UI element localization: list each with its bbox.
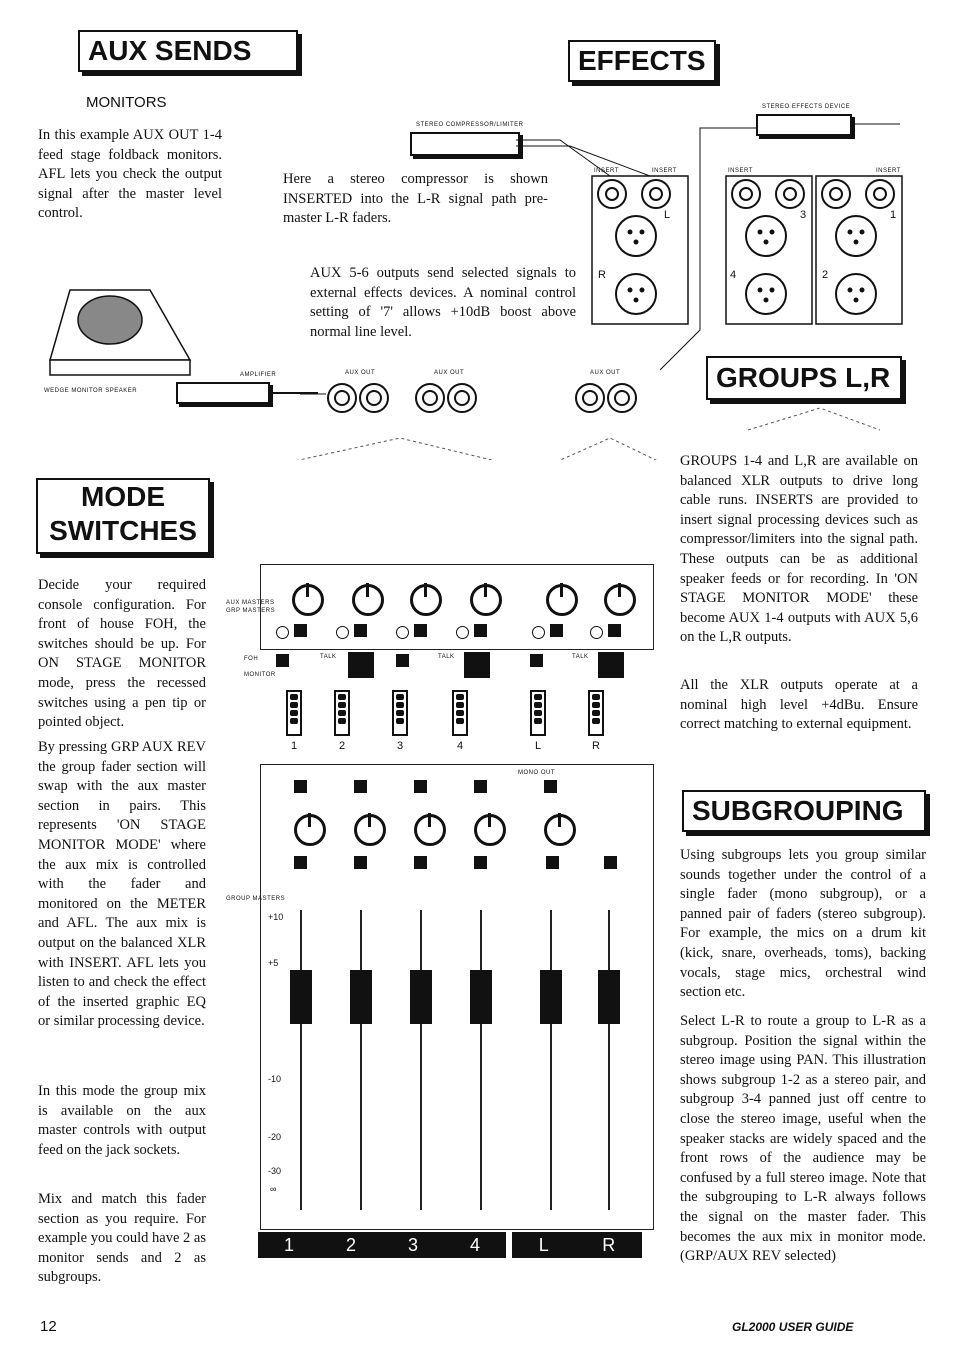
fader-track-3 [420, 910, 422, 1210]
lr-route-button-3[interactable] [414, 780, 427, 793]
aux-afl-led-3 [396, 626, 409, 639]
fader-1[interactable] [290, 970, 312, 1024]
subgrouping-text-1: Using subgroups lets you group similar sounds together under the control of a single fader (mono subgroup), or a panned pair of faders (stereo subgroup). For example, the mics on a drum kit (kick, snare, overheads, toms), backing vocals, stage mics, orchestral wind section etc. [680, 847, 926, 1001]
aux-afl-led-5 [532, 626, 545, 639]
lr-route-button-2[interactable] [354, 780, 367, 793]
mode-heading-line1: MODE [81, 481, 165, 512]
aux-afl-button-1[interactable] [294, 624, 307, 637]
talk-label-2: TALK [438, 654, 455, 660]
mode-text-2: By pressing GRP AUX REV the group fader section will swap with the aux master section in pairs. This represents 'ON STAGE MONITOR MODE' where the aux mix is controlled with the fader and monitored on the METER and AFL. The aux mix is output on the balanced XLR with INSERT. AFL lets you listen to and check the effect of the inserted graphic EQ or similar processing device. [38, 739, 206, 1030]
scale-plus5: +5 [268, 958, 279, 968]
aux-afl-button-6[interactable] [608, 624, 621, 637]
pan-knob-2[interactable] [354, 814, 386, 846]
groups-text-2: All the XLR outputs operate at a nominal high level +4dBu. Ensure correct matching to external equipment. [680, 677, 918, 733]
grp-rev-switch-3[interactable] [530, 654, 543, 667]
aux-afl-led-2 [336, 626, 349, 639]
svg-text:1: 1 [890, 209, 897, 221]
scale-minus20: -20 [268, 1132, 282, 1142]
mono-out-button[interactable] [544, 780, 557, 793]
aux-afl-button-4[interactable] [474, 624, 487, 637]
group-afl-button-1[interactable] [294, 856, 307, 869]
lr-route-button-4[interactable] [474, 780, 487, 793]
guide-title: GL2000 USER GUIDE [732, 1320, 854, 1334]
fader-track-4 [480, 910, 482, 1210]
stereo-effects-label: STEREO EFFECTS DEVICE [762, 104, 851, 110]
pan-knob-3[interactable] [414, 814, 446, 846]
aux-afl-button-5[interactable] [550, 624, 563, 637]
fader-4[interactable] [470, 970, 492, 1024]
fader-track-1 [300, 910, 302, 1210]
aux-out-label-3: AUX OUT [590, 370, 621, 376]
group-afl-button-2[interactable] [354, 856, 367, 869]
insert-label-2: INSERT [652, 168, 677, 174]
aux-afl-led-6 [590, 626, 603, 639]
aux-afl-led-4 [456, 626, 469, 639]
svg-text:R: R [598, 269, 606, 281]
aux-knob-1[interactable] [292, 584, 324, 616]
meter-num-6: R [592, 740, 600, 752]
fader-3[interactable] [410, 970, 432, 1024]
fader-track-5 [550, 910, 552, 1210]
group-afl-button-4[interactable] [474, 856, 487, 869]
aux-afl-button-2[interactable] [354, 624, 367, 637]
aux-afl-button-3[interactable] [414, 624, 427, 637]
meter-6 [588, 690, 604, 736]
talk-button-1[interactable] [348, 652, 374, 678]
grp-rev-switch-1[interactable] [276, 654, 289, 667]
mode-text-1: Decide your required console configuration. For front of house FOH, the switches should be up. For ON STAGE MONITOR mode, press the recessed switches using a pen tip or pointed object. [38, 577, 206, 731]
scale-inf: ∞ [270, 1184, 277, 1194]
lr-route-button-1[interactable] [294, 780, 307, 793]
group-masters-label: GROUP MASTERS [226, 896, 286, 902]
groups-text-1: GROUPS 1-4 and L,R are available on balanced XLR outputs to drive long cable runs. INSERTS are provided to insert signal processing devices such as compressor/limiters into the signal path. These outputs can be as additional speaker feeds or for recording. In 'ON STAGE MONITOR MODE' these become AUX 1-4 outputs with AUX 5,6 on the L,R outputs. [680, 453, 918, 646]
mode-text-4: Mix and match this fader section as you require. For example you could have 2 as monitor sends and 2 as subgroups. [38, 1191, 206, 1286]
aux-knob-2[interactable] [352, 584, 384, 616]
aux-knob-4[interactable] [470, 584, 502, 616]
insert-label-3: INSERT [728, 168, 753, 174]
meter-3 [392, 690, 408, 736]
fader-track-2 [360, 910, 362, 1210]
grp-masters-label: GRP MASTERS [226, 608, 276, 614]
svg-text:3: 3 [800, 209, 807, 221]
svg-text:2: 2 [822, 269, 829, 281]
mode-switches-heading [36, 478, 210, 554]
page-number: 12 [40, 1318, 57, 1335]
subgrouping-heading: SUBGROUPING [682, 790, 926, 832]
svg-text:L: L [664, 209, 671, 221]
pan-knob-1[interactable] [294, 814, 326, 846]
aux-sends-text: In this example AUX OUT 1-4 feed stage foldback monitors. AFL lets you check the output signal after the master level control. [38, 127, 222, 222]
scale-minus30: -30 [268, 1166, 282, 1176]
strip-label-2: 2 [345, 1234, 356, 1255]
aux-masters-label: AUX MASTERS [226, 600, 275, 606]
grp-rev-switch-2[interactable] [396, 654, 409, 667]
effects-text-1: Here a stereo compressor is shown INSERTED into the L-R signal path pre-master L-R faders. [283, 171, 548, 227]
talk-label-1: TALK [320, 654, 337, 660]
talk-label-3: TALK [572, 654, 589, 660]
group-afl-button-6[interactable] [604, 856, 617, 869]
aux-out-label-1: AUX OUT [345, 370, 376, 376]
meter-4 [452, 690, 468, 736]
connection-lines [0, 0, 954, 460]
aux-afl-led-1 [276, 626, 289, 639]
strip-label-r: R [602, 1234, 616, 1255]
group-afl-button-3[interactable] [414, 856, 427, 869]
insert-label-4: INSERT [876, 168, 901, 174]
wedge-label: WEDGE MONITOR SPEAKER [44, 388, 138, 394]
meter-num-1: 1 [290, 740, 298, 752]
meter-2 [334, 690, 350, 736]
stereo-compressor-label: STEREO COMPRESSOR/LIMITER [416, 122, 524, 128]
talk-button-3[interactable] [598, 652, 624, 678]
mono-out-label: MONO OUT [518, 770, 555, 776]
meter-num-3: 3 [396, 740, 404, 752]
master-label-strip [512, 1232, 642, 1258]
mode-heading-line2: SWITCHES [49, 515, 197, 546]
monitors-label: MONITORS [86, 94, 167, 111]
aux-knob-5[interactable] [546, 584, 578, 616]
fader-5[interactable] [540, 970, 562, 1024]
meter-num-4: 4 [456, 740, 464, 752]
group-label-strip [258, 1232, 506, 1258]
pan-knob-4[interactable] [474, 814, 506, 846]
mono-level-knob[interactable] [544, 814, 576, 846]
groups-lr-heading: GROUPS L,R [706, 356, 902, 400]
subgrouping-text-2: Select L-R to route a group to L-R as a subgroup. Position the signal within the stereo image using PAN. This illustration shows subgroup 1-2 as a stereo pair, and subgroup 3-4 panned just off centre to close the stereo image, useful when the speaker stacks are widely spaced and the front rows of the audience may be confused by a full stereo image. Note that the subgrouping to L-R always follows the signal on the master fader. This becomes the aux mix in monitor mode. (GRP/AUX REV selected) [680, 1013, 926, 1265]
effects-text-2: AUX 5-6 outputs send selected signals to external effects devices. A nominal control setting of '7' allows +10dB boost above normal line level. [310, 265, 576, 340]
aux-sends-heading: AUX SENDS [78, 30, 298, 72]
mode-text-3: In this mode the group mix is available on the aux master controls with output feed on the jack sockets. [38, 1083, 206, 1158]
scale-minus10: -10 [268, 1074, 282, 1084]
strip-label-l: L [538, 1234, 549, 1255]
fader-6[interactable] [598, 970, 620, 1024]
strip-label-3: 3 [407, 1234, 418, 1255]
meter-num-2: 2 [338, 740, 346, 752]
aux-out-label-2: AUX OUT [434, 370, 465, 376]
fader-track-6 [608, 910, 610, 1210]
aux-knob-6[interactable] [604, 584, 636, 616]
meter-1 [286, 690, 302, 736]
svg-text:4: 4 [730, 269, 737, 281]
meter-num-5: L [534, 740, 542, 752]
monitor-label: MONITOR [244, 672, 276, 678]
foh-label: FOH [244, 656, 259, 662]
meter-5 [530, 690, 546, 736]
talk-button-2[interactable] [464, 652, 490, 678]
strip-label-1: 1 [283, 1234, 294, 1255]
amplifier-label: AMPLIFIER [240, 372, 277, 378]
strip-label-4: 4 [469, 1234, 480, 1255]
aux-knob-3[interactable] [410, 584, 442, 616]
scale-plus10: +10 [268, 912, 284, 922]
effects-heading: EFFECTS [568, 40, 716, 82]
insert-label-1: INSERT [594, 168, 619, 174]
fader-2[interactable] [350, 970, 372, 1024]
group-afl-button-5[interactable] [546, 856, 559, 869]
